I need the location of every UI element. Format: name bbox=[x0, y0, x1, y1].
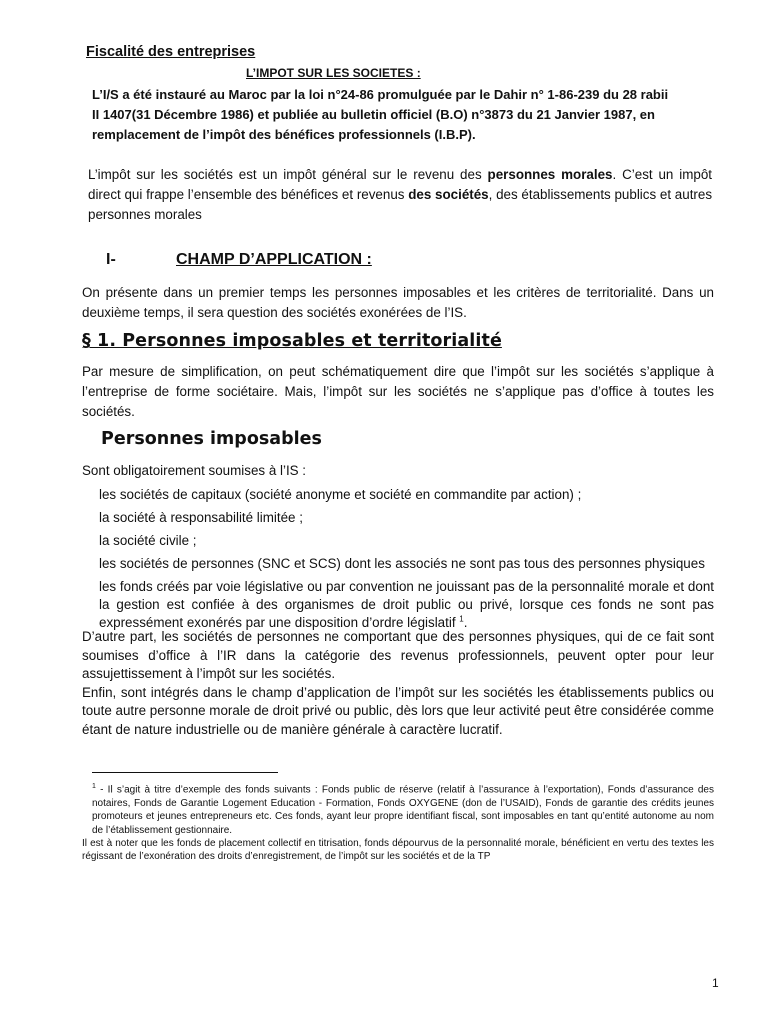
footnote-separator bbox=[92, 772, 278, 773]
list-lead: Sont obligatoirement soumises à l’IS : bbox=[82, 463, 307, 478]
page-number: 1 bbox=[712, 976, 719, 990]
chapter-title: L’IMPOT SUR LES SOCIETES : bbox=[246, 66, 421, 80]
simplification-paragraph: Par mesure de simplification, on peut schématiquement dire que l’impôt sur les sociétés s’applique à l’entreprise de forme sociétaire. Mais, l’impôt sur les sociétés ne s’applique pas d’office à toutes les sociétés. bbox=[82, 364, 714, 419]
list-item: les sociétés de personnes (SNC et SCS) dont les associés ne sont pas tous des personnes physiques bbox=[99, 556, 705, 571]
intro-line: L’I/S a été instauré au Maroc par la loi n°24-86 promulguée par le Dahir n° 1-86-239 du 28 rabii bbox=[92, 87, 669, 102]
definition-bold-term: personnes morales bbox=[487, 167, 613, 182]
document-title: Fiscalité des entreprises bbox=[86, 44, 256, 60]
finally-text: Enfin, sont intégrés dans le champ d’application de l’impôt sur les sociétés les établissements publics ou toute autre personne morale de droit privé ou public, dès lors que leur activité peut être considérée comme étant de nature industrielle ou de manière générale à caractère lucratif. bbox=[82, 684, 714, 737]
definition-text: . C’est un impôt direct qui frappe l’ensemble des bénéfices et revenus bbox=[88, 167, 712, 202]
list-item bbox=[99, 578, 714, 632]
other-entities-paragraph bbox=[82, 628, 714, 739]
definition-text: , des établissements publics et autres personnes morales bbox=[88, 187, 713, 222]
definition-paragraph bbox=[88, 165, 712, 225]
intro-line: II 1407(31 Décembre 1986) et publiée au bulletin officiel (B.O) n°3873 du 21 Janvier 1987, en bbox=[92, 107, 655, 122]
other-text: D’autre part, les sociétés de personnes ne comportant que des personnes physiques, qui de ce fait sont soumises d’office à l’IR dans la catégorie des revenus professionnels, peuvent opter pour leur assujettissement à l’impôt sur les sociétés. bbox=[82, 629, 714, 681]
section-intro-paragraph: On présente dans un premier temps les personnes imposables et les critères de territorialité. Dans un deuxième temps, il sera question des sociétés exonérées de l’IS. bbox=[82, 285, 714, 320]
list-item: la société à responsabilité limitée ; bbox=[99, 510, 303, 525]
list-item: les sociétés de capitaux (société anonyme et société en commandite par action) ; bbox=[99, 487, 582, 502]
definition-bold-term: des sociétés bbox=[408, 187, 489, 202]
subsection-heading: Personnes imposables bbox=[101, 429, 322, 449]
section-number: I- bbox=[106, 251, 116, 268]
list-item-text: les fonds créés par voie législative ou par convention ne jouissant pas de la personnalité morale et dont la gestion est confiée à des organismes de droit public ou privé, lorsque ces fonds ne sont pas expressément exonérés par une disposition d’ordre législatif bbox=[99, 579, 714, 630]
footnote-text: - Il s’agit à titre d’exemple des fonds suivants : Fonds public de réserve (relatif à l’assurance à l’exportation), Fonds d’assurance des notaires, Fonds de Garantie Logement Education - Formation, Fonds OXYGENE (don de l’USAID), Fonds de garantie des crédits jeunes promoteurs et jeunes entrepreneurs etc. Ces fonds, ayant leur propre identifiant fiscal, sont imposables en tant qu’entité autonome au nom de l’établissement gestionnaire. bbox=[92, 784, 714, 836]
intro-line: remplacement de l’impôt des bénéfices professionnels (I.B.P). bbox=[92, 127, 476, 142]
section-heading bbox=[106, 251, 372, 269]
definition-text: L’impôt sur les sociétés est un impôt général sur le revenu des bbox=[88, 167, 488, 182]
footnote-block bbox=[82, 780, 714, 864]
taxable-entities-list bbox=[99, 486, 714, 637]
footnote-marker: 1 bbox=[92, 783, 96, 790]
intro-paragraph bbox=[92, 85, 712, 145]
footnote-note: Il est à noter que les fonds de placement collectif en titrisation, fonds dépourvus de la personnalité morale, bénéficient en vertu des textes les régissant de l’exonération des droits d’enregistrement, de l’impôt sur les sociétés et de la TP bbox=[82, 837, 714, 863]
list-item: la société civile ; bbox=[99, 533, 197, 548]
footnote-main bbox=[82, 780, 714, 837]
list-item-punct: . bbox=[463, 615, 468, 630]
footnote-reference[interactable]: 1 bbox=[459, 614, 464, 624]
section-title: CHAMP D’APPLICATION : bbox=[176, 251, 372, 268]
paragraph-heading: § 1. Personnes imposables et territorialité bbox=[82, 331, 502, 351]
